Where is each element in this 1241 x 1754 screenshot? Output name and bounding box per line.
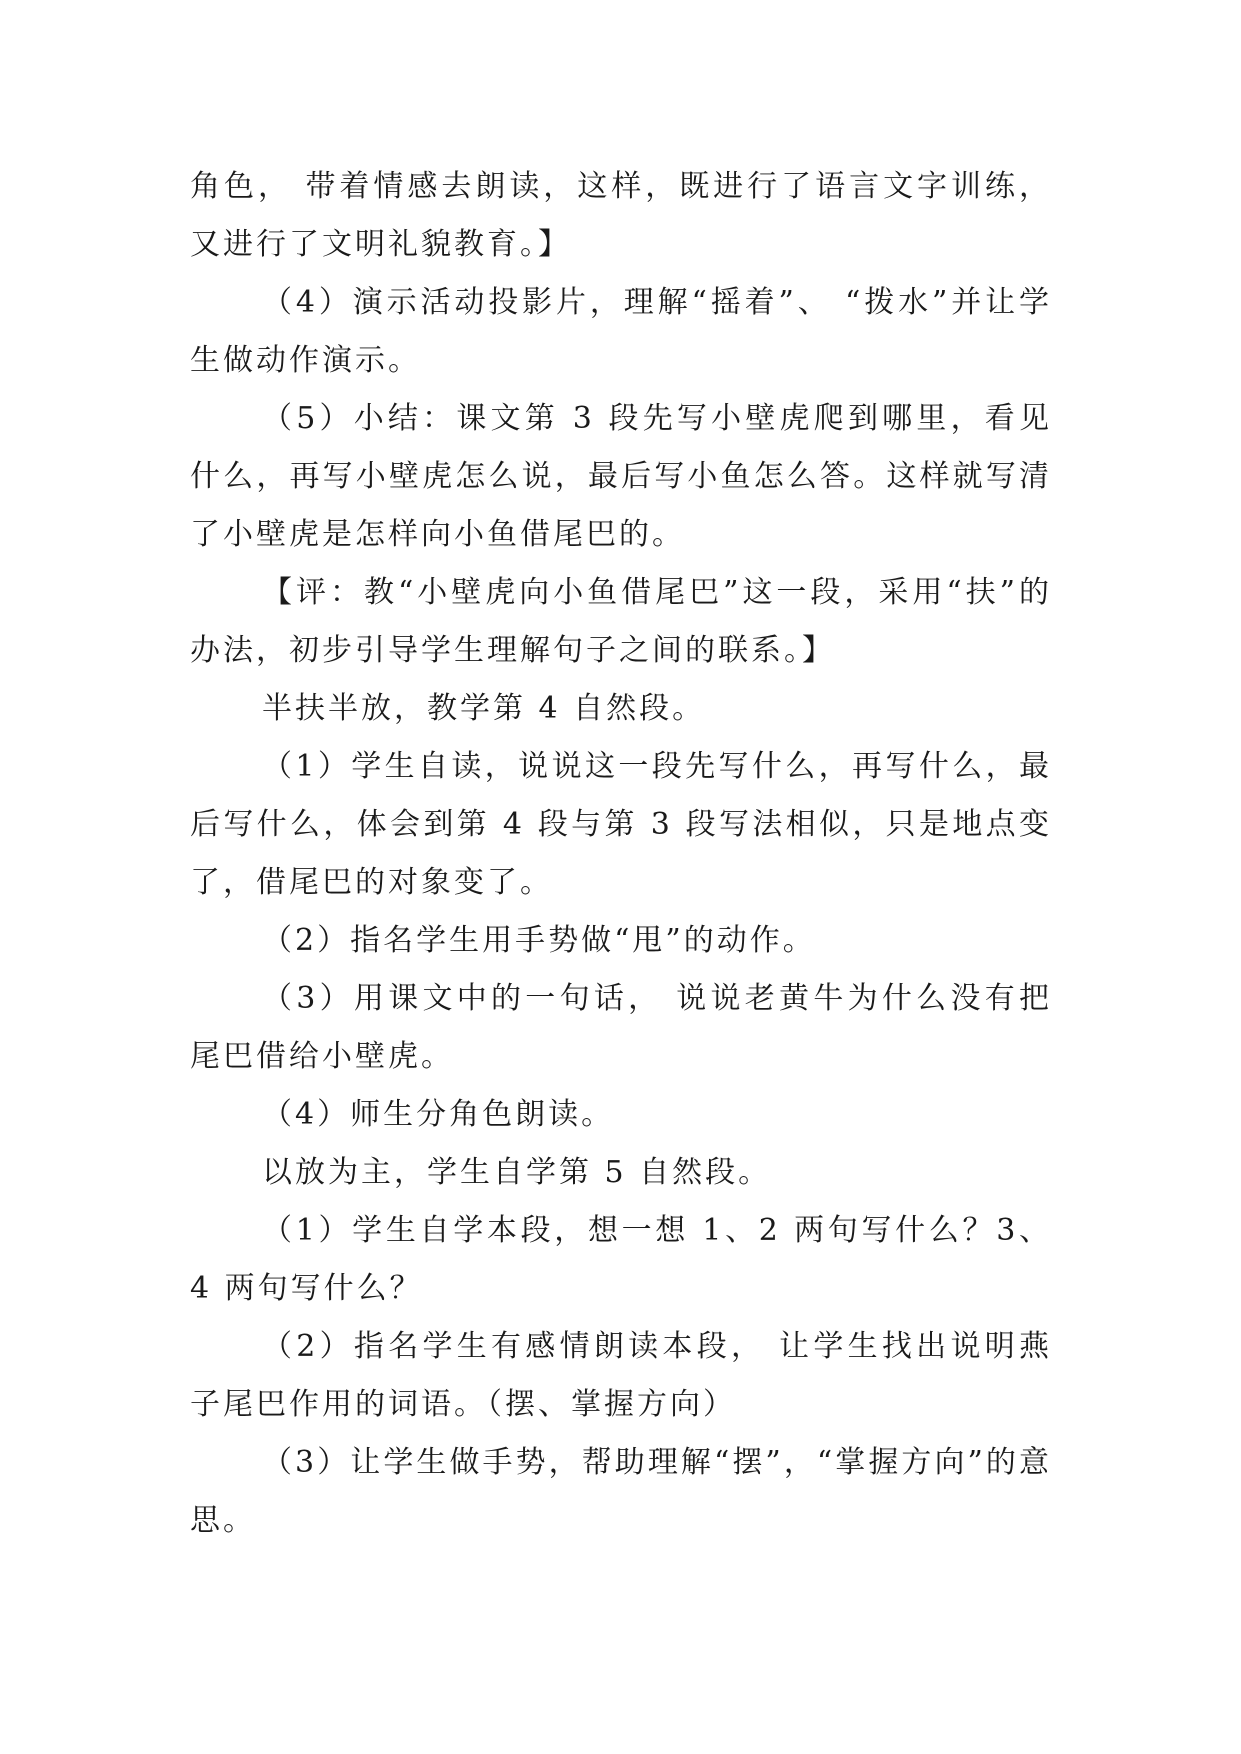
paragraph-7: （2）指名学生用手势做“甩”的动作。	[262, 923, 816, 958]
paragraph-5: 半扶半放，教学第 4 自然段。	[262, 691, 706, 726]
paragraph-13: （3）让学生做手势，帮助理解“摆”，“掌握方向”的意思。	[190, 1445, 1052, 1538]
paragraph-10: 以放为主，学生自学第 5 自然段。	[262, 1155, 772, 1190]
paragraph-2: （4）演示活动投影片，理解“摇着”、 “拨水”并让学生做动作演示。	[190, 285, 1052, 378]
paragraph-8: （3）用课文中的一句话， 说说老黄牛为什么没有把尾巴借给小壁虎。	[190, 981, 1052, 1074]
document-body	[190, 158, 1052, 1550]
paragraph-11: （1）学生自学本段，想一想 1、2 两句写什么？3、4 两句写什么？	[190, 1213, 1052, 1306]
paragraph-1: 角色， 带着情感去朗读，这样，既进行了语言文字训练，又进行了文明礼貌教育。】	[190, 169, 1052, 262]
paragraph-9: （4）师生分角色朗读。	[262, 1097, 615, 1132]
paragraph-4: 【评：教“小壁虎向小鱼借尾巴”这一段，采用“扶”的办法，初步引导学生理解句子之间的联系。】	[190, 575, 1052, 668]
paragraph-6: （1）学生自读，说说这一段先写什么，再写什么，最后写什么，体会到第 4 段与第 3 段写法相似，只是地点变了，借尾巴的对象变了。	[190, 749, 1052, 900]
paragraph-3: （5）小结：课文第 3 段先写小壁虎爬到哪里，看见什么，再写小壁虎怎么说，最后写小鱼怎么答。这样就写清了小壁虎是怎样向小鱼借尾巴的。	[190, 401, 1052, 552]
paragraph-12: （2）指名学生有感情朗读本段， 让学生找出说明燕子尾巴作用的词语。（摆、掌握方向）	[190, 1329, 1052, 1422]
